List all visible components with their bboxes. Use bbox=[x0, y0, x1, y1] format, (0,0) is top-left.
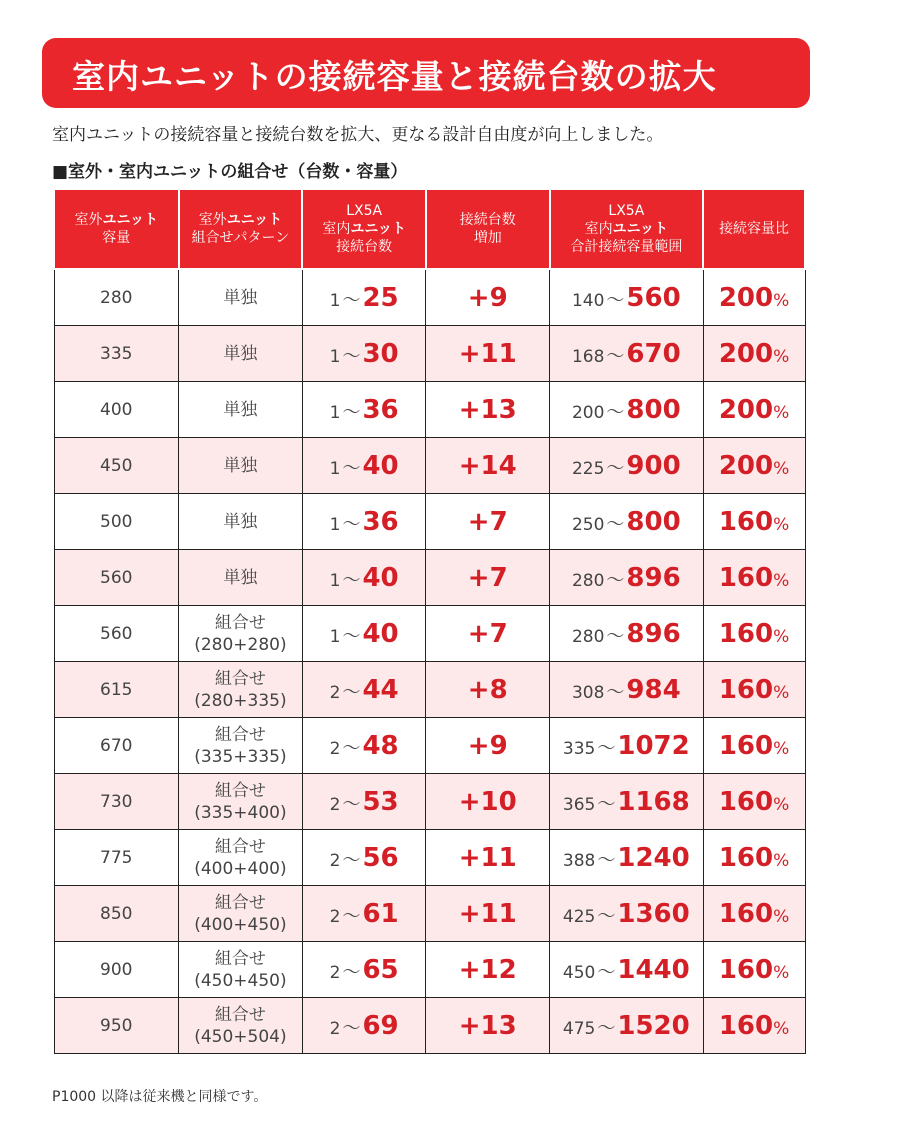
unit-count-min: 2 bbox=[329, 906, 341, 927]
unit-count-max: 65 bbox=[362, 954, 399, 985]
range-separator: ～ bbox=[342, 513, 361, 535]
footer-note: P1000 以降は従来機と同様です。 bbox=[52, 1089, 268, 1105]
unit-count-max: 36 bbox=[362, 506, 399, 537]
range-separator: ～ bbox=[342, 961, 361, 983]
count-increase: +9 bbox=[467, 282, 508, 313]
outdoor-capacity: 400 bbox=[100, 399, 133, 420]
capacity-range-cell bbox=[550, 774, 704, 830]
capacity-ratio: 160 bbox=[718, 898, 774, 929]
pattern-cell bbox=[179, 774, 303, 830]
capacity-range-max: 800 bbox=[626, 506, 681, 537]
capacity-range-min: 280 bbox=[571, 570, 605, 591]
pattern-detail: (335+400) bbox=[194, 802, 287, 823]
increase-cell bbox=[426, 269, 550, 326]
unit-count-cell bbox=[302, 438, 426, 494]
pattern-cell bbox=[179, 326, 303, 382]
increase-cell bbox=[426, 550, 550, 606]
unit-count-cell bbox=[302, 830, 426, 886]
pattern-detail: (280+335) bbox=[194, 690, 287, 711]
capacity-range-min: 250 bbox=[571, 514, 605, 535]
pattern-cell bbox=[179, 269, 303, 326]
percent-sign: % bbox=[773, 402, 790, 423]
range-separator: ～ bbox=[342, 681, 361, 703]
pattern-label: 組合せ bbox=[214, 892, 266, 913]
range-separator: ～ bbox=[606, 625, 625, 647]
capacity-ratio: 160 bbox=[718, 618, 774, 649]
unit-count-max: 61 bbox=[362, 898, 399, 929]
pattern-cell bbox=[179, 662, 303, 718]
outdoor-capacity-cell bbox=[54, 998, 179, 1054]
capacity-range-max: 560 bbox=[626, 282, 681, 313]
title-banner bbox=[42, 38, 810, 108]
outdoor-capacity: 450 bbox=[100, 455, 133, 476]
ratio-cell bbox=[703, 998, 805, 1054]
table-row bbox=[54, 606, 805, 662]
capacity-range-cell bbox=[550, 269, 704, 326]
capacity-range-cell bbox=[550, 550, 704, 606]
capacity-range-max: 984 bbox=[626, 674, 681, 705]
increase-cell bbox=[426, 718, 550, 774]
capacity-range-max: 900 bbox=[626, 450, 681, 481]
ratio-cell bbox=[703, 269, 805, 326]
outdoor-capacity: 670 bbox=[100, 735, 133, 756]
percent-sign: % bbox=[773, 626, 790, 647]
ratio-cell bbox=[703, 606, 805, 662]
percent-sign: % bbox=[773, 738, 790, 759]
table-row bbox=[54, 382, 805, 438]
increase-cell bbox=[426, 438, 550, 494]
unit-count-min: 1 bbox=[329, 290, 341, 311]
outdoor-capacity-cell bbox=[54, 942, 179, 998]
percent-sign: % bbox=[773, 962, 790, 983]
percent-sign: % bbox=[773, 570, 790, 591]
ratio-cell bbox=[703, 942, 805, 998]
pattern-detail: (400+400) bbox=[194, 858, 287, 879]
table-row bbox=[54, 942, 805, 998]
increase-cell bbox=[426, 662, 550, 718]
range-separator: ～ bbox=[597, 737, 616, 759]
pattern-detail: (335+335) bbox=[194, 746, 287, 767]
range-separator: ～ bbox=[342, 849, 361, 871]
outdoor-capacity-cell bbox=[54, 438, 179, 494]
capacity-range-min: 365 bbox=[562, 794, 596, 815]
pattern-cell bbox=[179, 942, 303, 998]
pattern-label: 単独 bbox=[223, 399, 258, 420]
table-row bbox=[54, 326, 805, 382]
capacity-range-cell bbox=[550, 942, 704, 998]
header-indoor-unit-count: LX5A 室内ユニット 接続台数 bbox=[302, 189, 426, 269]
table-header-row bbox=[54, 189, 805, 269]
pattern-label: 組合せ bbox=[214, 612, 266, 633]
ratio-cell bbox=[703, 550, 805, 606]
range-separator: ～ bbox=[342, 625, 361, 647]
range-separator: ～ bbox=[606, 513, 625, 535]
capacity-range-cell bbox=[550, 718, 704, 774]
outdoor-capacity-cell bbox=[54, 718, 179, 774]
outdoor-capacity: 615 bbox=[100, 679, 133, 700]
table-row bbox=[54, 774, 805, 830]
unit-count-min: 2 bbox=[329, 738, 341, 759]
header-total-capacity-range: LX5A 室内ユニット 合計接続容量範囲 bbox=[550, 189, 704, 269]
capacity-ratio: 200 bbox=[718, 450, 774, 481]
header-outdoor-capacity: 室外ユニット 容量 bbox=[54, 189, 179, 269]
outdoor-capacity-cell bbox=[54, 606, 179, 662]
outdoor-capacity: 850 bbox=[100, 903, 133, 924]
capacity-range-cell bbox=[550, 998, 704, 1054]
unit-count-cell bbox=[302, 942, 426, 998]
unit-count-max: 40 bbox=[362, 562, 399, 593]
capacity-range-max: 1240 bbox=[617, 842, 690, 873]
capacity-range-max: 1168 bbox=[617, 786, 690, 817]
page-title: 室内ユニットの接続容量と接続台数の拡大 bbox=[72, 57, 717, 96]
count-increase: +14 bbox=[458, 450, 517, 481]
count-increase: +7 bbox=[467, 506, 508, 537]
capacity-range-cell bbox=[550, 438, 704, 494]
table-row bbox=[54, 550, 805, 606]
unit-count-max: 40 bbox=[362, 618, 399, 649]
range-separator: ～ bbox=[597, 961, 616, 983]
percent-sign: % bbox=[773, 794, 790, 815]
count-increase: +7 bbox=[467, 618, 508, 649]
intro-text: 室内ユニットの接続容量と接続台数を拡大、更なる設計自由度が向上しました。 bbox=[52, 125, 664, 145]
capacity-ratio: 160 bbox=[718, 786, 774, 817]
unit-count-min: 2 bbox=[329, 682, 341, 703]
ratio-cell bbox=[703, 382, 805, 438]
percent-sign: % bbox=[773, 514, 790, 535]
outdoor-capacity-cell bbox=[54, 269, 179, 326]
range-separator: ～ bbox=[342, 793, 361, 815]
increase-cell bbox=[426, 998, 550, 1054]
outdoor-capacity-cell bbox=[54, 494, 179, 550]
range-separator: ～ bbox=[597, 905, 616, 927]
percent-sign: % bbox=[773, 290, 790, 311]
outdoor-capacity-cell bbox=[54, 550, 179, 606]
range-separator: ～ bbox=[342, 345, 361, 367]
capacity-ratio: 160 bbox=[718, 730, 774, 761]
capacity-range-cell bbox=[550, 886, 704, 942]
outdoor-capacity: 560 bbox=[100, 623, 133, 644]
unit-count-cell bbox=[302, 326, 426, 382]
capacity-range-min: 168 bbox=[571, 346, 605, 367]
range-separator: ～ bbox=[597, 1017, 616, 1039]
pattern-detail: (280+280) bbox=[194, 634, 287, 655]
table-row bbox=[54, 718, 805, 774]
capacity-ratio: 160 bbox=[718, 674, 774, 705]
range-separator: ～ bbox=[606, 345, 625, 367]
percent-sign: % bbox=[773, 458, 790, 479]
capacity-ratio: 200 bbox=[718, 338, 774, 369]
capacity-range-min: 225 bbox=[571, 458, 605, 479]
range-separator: ～ bbox=[342, 401, 361, 423]
capacity-range-max: 800 bbox=[626, 394, 681, 425]
pattern-cell bbox=[179, 718, 303, 774]
outdoor-capacity: 900 bbox=[100, 959, 133, 980]
range-separator: ～ bbox=[606, 289, 625, 311]
unit-count-min: 2 bbox=[329, 1018, 341, 1039]
pattern-cell bbox=[179, 438, 303, 494]
capacity-ratio: 160 bbox=[718, 506, 774, 537]
pattern-label: 組合せ bbox=[214, 1004, 266, 1025]
range-separator: ～ bbox=[597, 849, 616, 871]
unit-count-min: 2 bbox=[329, 794, 341, 815]
pattern-label: 単独 bbox=[223, 287, 258, 308]
pattern-label: 単独 bbox=[223, 455, 258, 476]
percent-sign: % bbox=[773, 1018, 790, 1039]
range-separator: ～ bbox=[342, 457, 361, 479]
count-increase: +8 bbox=[467, 674, 508, 705]
percent-sign: % bbox=[773, 906, 790, 927]
outdoor-capacity-cell bbox=[54, 830, 179, 886]
capacity-range-cell bbox=[550, 382, 704, 438]
count-increase: +11 bbox=[458, 842, 517, 873]
ratio-cell bbox=[703, 326, 805, 382]
pattern-detail: (450+450) bbox=[194, 970, 287, 991]
capacity-range-min: 475 bbox=[562, 1018, 596, 1039]
pattern-label: 単独 bbox=[223, 567, 258, 588]
unit-count-min: 2 bbox=[329, 962, 341, 983]
count-increase: +13 bbox=[458, 394, 517, 425]
unit-count-cell bbox=[302, 269, 426, 326]
unit-count-max: 36 bbox=[362, 394, 399, 425]
increase-cell bbox=[426, 326, 550, 382]
unit-count-cell bbox=[302, 662, 426, 718]
unit-count-max: 69 bbox=[362, 1010, 399, 1041]
unit-count-max: 53 bbox=[362, 786, 399, 817]
unit-count-cell bbox=[302, 774, 426, 830]
unit-count-cell bbox=[302, 998, 426, 1054]
capacity-ratio: 200 bbox=[718, 282, 774, 313]
pattern-cell bbox=[179, 606, 303, 662]
unit-count-min: 1 bbox=[329, 458, 341, 479]
ratio-cell bbox=[703, 718, 805, 774]
outdoor-capacity: 560 bbox=[100, 567, 133, 588]
capacity-range-cell bbox=[550, 830, 704, 886]
table-row bbox=[54, 830, 805, 886]
table-row bbox=[54, 886, 805, 942]
capacity-range-cell bbox=[550, 606, 704, 662]
range-separator: ～ bbox=[342, 905, 361, 927]
range-separator: ～ bbox=[606, 457, 625, 479]
unit-count-cell bbox=[302, 550, 426, 606]
capacity-range-max: 1440 bbox=[617, 954, 690, 985]
pattern-cell bbox=[179, 830, 303, 886]
capacity-range-max: 670 bbox=[626, 338, 681, 369]
capacity-range-min: 335 bbox=[562, 738, 596, 759]
count-increase: +10 bbox=[458, 786, 517, 817]
pattern-label: 組合せ bbox=[214, 948, 266, 969]
unit-count-min: 1 bbox=[329, 402, 341, 423]
pattern-label: 組合せ bbox=[214, 780, 266, 801]
outdoor-capacity: 730 bbox=[100, 791, 133, 812]
capacity-range-min: 450 bbox=[562, 962, 596, 983]
percent-sign: % bbox=[773, 682, 790, 703]
section-heading: ■室外・室内ユニットの組合せ（台数・容量） bbox=[52, 162, 408, 182]
table-row bbox=[54, 438, 805, 494]
unit-count-min: 2 bbox=[329, 850, 341, 871]
combination-table bbox=[53, 188, 806, 1054]
count-increase: +11 bbox=[458, 338, 517, 369]
increase-cell bbox=[426, 886, 550, 942]
capacity-range-min: 200 bbox=[571, 402, 605, 423]
outdoor-capacity-cell bbox=[54, 774, 179, 830]
count-increase: +9 bbox=[467, 730, 508, 761]
ratio-cell bbox=[703, 494, 805, 550]
range-separator: ～ bbox=[606, 681, 625, 703]
ratio-cell bbox=[703, 830, 805, 886]
increase-cell bbox=[426, 774, 550, 830]
pattern-label: 単独 bbox=[223, 343, 258, 364]
count-increase: +13 bbox=[458, 1010, 517, 1041]
unit-count-cell bbox=[302, 606, 426, 662]
pattern-detail: (400+450) bbox=[194, 914, 287, 935]
outdoor-capacity: 500 bbox=[100, 511, 133, 532]
outdoor-capacity: 335 bbox=[100, 343, 133, 364]
pattern-cell bbox=[179, 550, 303, 606]
capacity-ratio: 160 bbox=[718, 842, 774, 873]
unit-count-cell bbox=[302, 494, 426, 550]
pattern-label: 組合せ bbox=[214, 668, 266, 689]
outdoor-capacity-cell bbox=[54, 382, 179, 438]
capacity-range-max: 1520 bbox=[617, 1010, 690, 1041]
range-separator: ～ bbox=[342, 569, 361, 591]
unit-count-max: 44 bbox=[362, 674, 399, 705]
pattern-cell bbox=[179, 494, 303, 550]
capacity-range-min: 388 bbox=[562, 850, 596, 871]
unit-count-cell bbox=[302, 382, 426, 438]
capacity-range-cell bbox=[550, 662, 704, 718]
capacity-ratio: 160 bbox=[718, 1010, 774, 1041]
unit-count-min: 1 bbox=[329, 570, 341, 591]
outdoor-capacity-cell bbox=[54, 886, 179, 942]
capacity-range-max: 896 bbox=[626, 562, 681, 593]
outdoor-capacity-cell bbox=[54, 662, 179, 718]
count-increase: +12 bbox=[458, 954, 517, 985]
ratio-cell bbox=[703, 774, 805, 830]
pattern-label: 単独 bbox=[223, 511, 258, 532]
pattern-detail: (450+504) bbox=[194, 1026, 287, 1047]
capacity-range-cell bbox=[550, 494, 704, 550]
ratio-cell bbox=[703, 886, 805, 942]
pattern-label: 組合せ bbox=[214, 836, 266, 857]
unit-count-max: 48 bbox=[362, 730, 399, 761]
table-row bbox=[54, 662, 805, 718]
header-combination-pattern: 室外ユニット 組合せパターン bbox=[179, 189, 303, 269]
count-increase: +7 bbox=[467, 562, 508, 593]
increase-cell bbox=[426, 494, 550, 550]
unit-count-max: 25 bbox=[362, 282, 399, 313]
increase-cell bbox=[426, 942, 550, 998]
ratio-cell bbox=[703, 662, 805, 718]
unit-count-min: 1 bbox=[329, 626, 341, 647]
outdoor-capacity: 950 bbox=[100, 1015, 133, 1036]
capacity-range-max: 896 bbox=[626, 618, 681, 649]
range-separator: ～ bbox=[342, 1017, 361, 1039]
capacity-range-min: 140 bbox=[571, 290, 605, 311]
pattern-label: 組合せ bbox=[214, 724, 266, 745]
unit-count-max: 40 bbox=[362, 450, 399, 481]
outdoor-capacity: 775 bbox=[100, 847, 133, 868]
capacity-range-max: 1360 bbox=[617, 898, 690, 929]
range-separator: ～ bbox=[342, 737, 361, 759]
range-separator: ～ bbox=[606, 401, 625, 423]
increase-cell bbox=[426, 606, 550, 662]
pattern-cell bbox=[179, 886, 303, 942]
range-separator: ～ bbox=[342, 289, 361, 311]
unit-count-min: 1 bbox=[329, 346, 341, 367]
capacity-ratio: 160 bbox=[718, 954, 774, 985]
pattern-cell bbox=[179, 382, 303, 438]
unit-count-max: 30 bbox=[362, 338, 399, 369]
percent-sign: % bbox=[773, 346, 790, 367]
table-row bbox=[54, 494, 805, 550]
range-separator: ～ bbox=[606, 569, 625, 591]
header-count-increase: 接続台数 増加 bbox=[426, 189, 550, 269]
ratio-cell bbox=[703, 438, 805, 494]
pattern-cell bbox=[179, 998, 303, 1054]
range-separator: ～ bbox=[597, 793, 616, 815]
table-row bbox=[54, 269, 805, 326]
unit-count-cell bbox=[302, 886, 426, 942]
capacity-ratio: 160 bbox=[718, 562, 774, 593]
percent-sign: % bbox=[773, 850, 790, 871]
capacity-range-min: 308 bbox=[571, 682, 605, 703]
increase-cell bbox=[426, 382, 550, 438]
capacity-range-cell bbox=[550, 326, 704, 382]
increase-cell bbox=[426, 830, 550, 886]
table-row bbox=[54, 998, 805, 1054]
unit-count-max: 56 bbox=[362, 842, 399, 873]
outdoor-capacity: 280 bbox=[100, 287, 133, 308]
outdoor-capacity-cell bbox=[54, 326, 179, 382]
capacity-range-min: 425 bbox=[562, 906, 596, 927]
header-capacity-ratio: 接続容量比 bbox=[703, 189, 805, 269]
unit-count-cell bbox=[302, 718, 426, 774]
count-increase: +11 bbox=[458, 898, 517, 929]
capacity-range-max: 1072 bbox=[617, 730, 690, 761]
capacity-ratio: 200 bbox=[718, 394, 774, 425]
capacity-range-min: 280 bbox=[571, 626, 605, 647]
unit-count-min: 1 bbox=[329, 514, 341, 535]
